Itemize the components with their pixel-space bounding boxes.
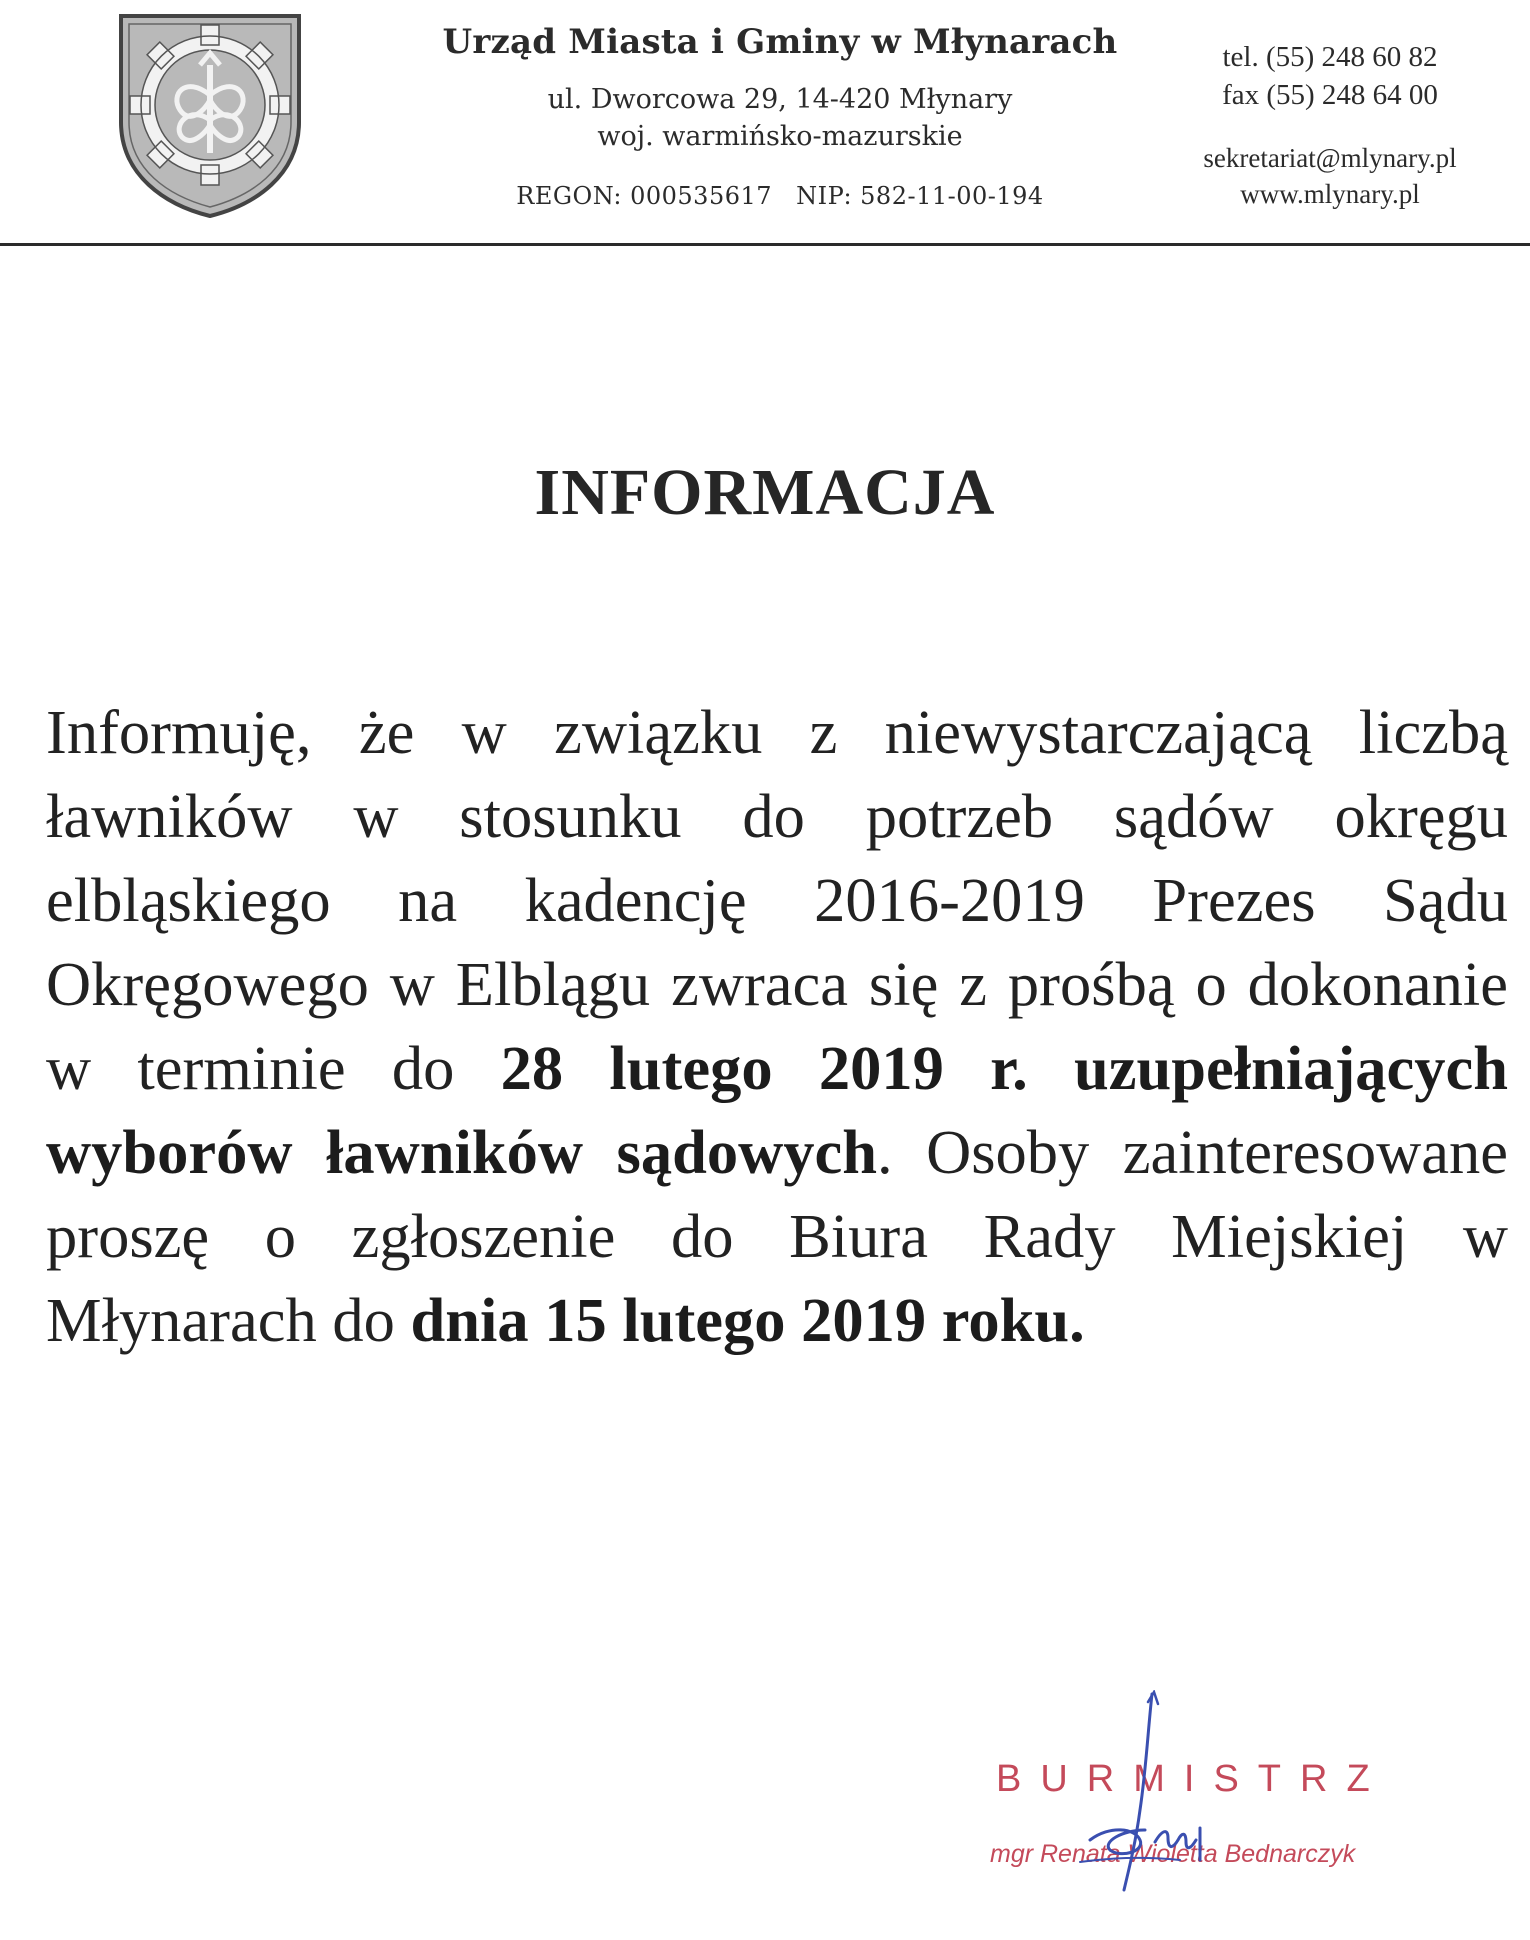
office-ids <box>400 182 1160 210</box>
coat-of-arms-icon <box>115 10 305 220</box>
signature-block <box>960 1690 1500 1930</box>
contact-info <box>1165 38 1495 212</box>
document-title: INFORMACJA <box>534 456 996 529</box>
announcement-body <box>46 690 1508 1362</box>
office-region: woj. warmińsko-mazurskie <box>597 121 963 152</box>
nip-number: NIP: 582-11-00-194 <box>796 182 1044 210</box>
phone-number: tel. (55) 248 60 82 <box>1222 41 1438 73</box>
regon-number: REGON: 000535617 <box>516 182 773 210</box>
office-info <box>400 18 1160 210</box>
handwritten-signature <box>1050 1690 1270 1910</box>
body-bold-deadline: 28 lutego 2019 r. uzupełniających wyborów ławników sądowych <box>46 1033 1508 1187</box>
header-divider <box>0 243 1530 246</box>
letterhead <box>0 0 1530 248</box>
body-text-part-1: Informuję, że w związku z niewystarczającą liczbą ławników w stosunku do potrzeb sądów okręgu elbląskiego na kadencję 2016-2019 Prezes Sądu Okręgowego w Elblągu zwraca się z prośbą o dokonanie w terminie do <box>46 697 1508 1103</box>
stamp-title: BURMISTRZ <box>996 1758 1389 1800</box>
email-address: sekretariat@mlynary.pl <box>1203 143 1457 173</box>
body-text-part-2: . Osoby zainteresowane proszę o zgłoszenie do Biura Rady Miejskiej w Młynarach do <box>46 1117 1508 1355</box>
office-address: ul. Dworcowa 29, 14-420 Młynary <box>547 84 1013 115</box>
fax-number: fax (55) 248 64 00 <box>1222 79 1438 111</box>
stamp-name: mgr Renata Wioletta Bednarczyk <box>990 1840 1356 1868</box>
office-name: Urząd Miasta i Gminy w Młynarach <box>442 22 1118 62</box>
body-bold-application-date: dnia 15 lutego 2019 roku. <box>410 1285 1085 1355</box>
website-address: www.mlynary.pl <box>1240 179 1420 209</box>
